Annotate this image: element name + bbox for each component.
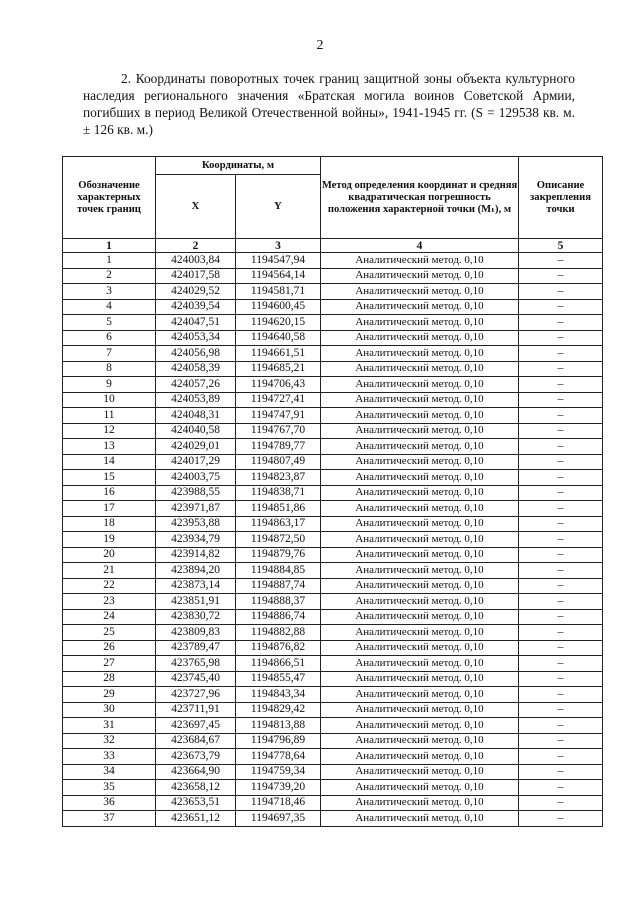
- cell-y-coordinate: 1194855,47: [236, 671, 321, 687]
- cell-x-coordinate: 423789,47: [156, 640, 236, 656]
- cell-y-coordinate: 1194838,71: [236, 485, 321, 501]
- cell-y-coordinate: 1194807,49: [236, 454, 321, 470]
- table-row: [63, 578, 603, 594]
- cell-x-coordinate: 423971,87: [156, 501, 236, 517]
- table-row: [63, 640, 603, 656]
- table-row: [63, 392, 603, 408]
- cell-fixing-description: –: [519, 811, 603, 827]
- table-row: [63, 594, 603, 610]
- cell-y-coordinate: 1194796,89: [236, 733, 321, 749]
- cell-fixing-description: –: [519, 253, 603, 269]
- cell-y-coordinate: 1194697,35: [236, 811, 321, 827]
- cell-fixing-description: –: [519, 330, 603, 346]
- cell-method: Аналитический метод. 0,10: [321, 671, 519, 687]
- header-coordinates: Координаты, м: [156, 157, 321, 175]
- cell-y-coordinate: 1194879,76: [236, 547, 321, 563]
- table-row: [63, 609, 603, 625]
- table-row: [63, 718, 603, 734]
- table-row: [63, 268, 603, 284]
- cell-x-coordinate: 423894,20: [156, 563, 236, 579]
- cell-fixing-description: –: [519, 656, 603, 672]
- cell-point-number: 11: [63, 408, 156, 424]
- column-number-row: [63, 239, 603, 253]
- cell-method: Аналитический метод. 0,10: [321, 780, 519, 796]
- table-row: [63, 485, 603, 501]
- table-row: [63, 702, 603, 718]
- table-row: [63, 780, 603, 796]
- cell-point-number: 22: [63, 578, 156, 594]
- cell-point-number: 2: [63, 268, 156, 284]
- cell-x-coordinate: 424053,89: [156, 392, 236, 408]
- cell-method: Аналитический метод. 0,10: [321, 594, 519, 610]
- page-number: 2: [316, 38, 324, 53]
- cell-x-coordinate: 423697,45: [156, 718, 236, 734]
- table-row: [63, 687, 603, 703]
- cell-point-number: 14: [63, 454, 156, 470]
- cell-point-number: 19: [63, 532, 156, 548]
- cell-x-coordinate: 423651,12: [156, 811, 236, 827]
- cell-y-coordinate: 1194813,88: [236, 718, 321, 734]
- cell-method: Аналитический метод. 0,10: [321, 423, 519, 439]
- header-y: Y: [236, 175, 321, 239]
- cell-fixing-description: –: [519, 501, 603, 517]
- cell-point-number: 17: [63, 501, 156, 517]
- table-row: [63, 361, 603, 377]
- cell-fixing-description: –: [519, 315, 603, 331]
- cell-x-coordinate: 423664,90: [156, 764, 236, 780]
- cell-fixing-description: –: [519, 795, 603, 811]
- cell-y-coordinate: 1194706,43: [236, 377, 321, 393]
- cell-fixing-description: –: [519, 671, 603, 687]
- cell-x-coordinate: 423873,14: [156, 578, 236, 594]
- cell-x-coordinate: 423914,82: [156, 547, 236, 563]
- cell-method: Аналитический метод. 0,10: [321, 516, 519, 532]
- cell-method: Аналитический метод. 0,10: [321, 764, 519, 780]
- cell-y-coordinate: 1194739,20: [236, 780, 321, 796]
- cell-point-number: 4: [63, 299, 156, 315]
- cell-point-number: 7: [63, 346, 156, 362]
- cell-y-coordinate: 1194888,37: [236, 594, 321, 610]
- cell-method: Аналитический метод. 0,10: [321, 532, 519, 548]
- cell-y-coordinate: 1194863,17: [236, 516, 321, 532]
- cell-fixing-description: –: [519, 609, 603, 625]
- cell-fixing-description: –: [519, 702, 603, 718]
- table-row: [63, 253, 603, 269]
- cell-x-coordinate: 424017,29: [156, 454, 236, 470]
- cell-x-coordinate: 424029,01: [156, 439, 236, 455]
- cell-y-coordinate: 1194778,64: [236, 749, 321, 765]
- column-number: 4: [321, 239, 519, 253]
- cell-x-coordinate: 423711,91: [156, 702, 236, 718]
- cell-fixing-description: –: [519, 516, 603, 532]
- cell-x-coordinate: 423953,88: [156, 516, 236, 532]
- cell-method: Аналитический метод. 0,10: [321, 361, 519, 377]
- cell-fixing-description: –: [519, 485, 603, 501]
- table-row: [63, 284, 603, 300]
- cell-point-number: 1: [63, 253, 156, 269]
- cell-x-coordinate: 424017,58: [156, 268, 236, 284]
- cell-fixing-description: –: [519, 578, 603, 594]
- cell-method: Аналитический метод. 0,10: [321, 299, 519, 315]
- table-row: [63, 408, 603, 424]
- cell-x-coordinate: 423727,96: [156, 687, 236, 703]
- cell-y-coordinate: 1194887,74: [236, 578, 321, 594]
- header-fixing: Описание закрепления точки: [519, 157, 603, 239]
- cell-method: Аналитический метод. 0,10: [321, 454, 519, 470]
- cell-y-coordinate: 1194767,70: [236, 423, 321, 439]
- cell-method: Аналитический метод. 0,10: [321, 640, 519, 656]
- cell-x-coordinate: 424058,39: [156, 361, 236, 377]
- cell-point-number: 27: [63, 656, 156, 672]
- table-row: [63, 749, 603, 765]
- document-heading: [83, 70, 575, 138]
- cell-method: Аналитический метод. 0,10: [321, 578, 519, 594]
- column-number: 5: [519, 239, 603, 253]
- cell-x-coordinate: 424047,51: [156, 315, 236, 331]
- cell-x-coordinate: 423658,12: [156, 780, 236, 796]
- cell-fixing-description: –: [519, 640, 603, 656]
- cell-x-coordinate: 423934,79: [156, 532, 236, 548]
- cell-method: Аналитический метод. 0,10: [321, 718, 519, 734]
- cell-method: Аналитический метод. 0,10: [321, 346, 519, 362]
- cell-x-coordinate: 424029,52: [156, 284, 236, 300]
- cell-point-number: 3: [63, 284, 156, 300]
- cell-y-coordinate: 1194661,51: [236, 346, 321, 362]
- cell-point-number: 26: [63, 640, 156, 656]
- cell-point-number: 9: [63, 377, 156, 393]
- cell-y-coordinate: 1194886,74: [236, 609, 321, 625]
- cell-point-number: 15: [63, 470, 156, 486]
- cell-y-coordinate: 1194789,77: [236, 439, 321, 455]
- cell-y-coordinate: 1194843,34: [236, 687, 321, 703]
- cell-x-coordinate: 424048,31: [156, 408, 236, 424]
- cell-x-coordinate: 423653,51: [156, 795, 236, 811]
- cell-fixing-description: –: [519, 780, 603, 796]
- cell-x-coordinate: 424003,84: [156, 253, 236, 269]
- cell-method: Аналитический метод. 0,10: [321, 470, 519, 486]
- cell-x-coordinate: 423684,67: [156, 733, 236, 749]
- cell-fixing-description: –: [519, 733, 603, 749]
- cell-method: Аналитический метод. 0,10: [321, 795, 519, 811]
- cell-y-coordinate: 1194718,46: [236, 795, 321, 811]
- heading-text: 2. Координаты поворотных точек границ защитной зоны объекта культурного наследия регионального значения «Братская могила воинов Советской Армии, погибших в период Великой Отечественной войны», 1941-1945 гг. (S = 129538 кв. м. ± 126 кв. м.): [83, 71, 575, 137]
- cell-point-number: 6: [63, 330, 156, 346]
- cell-y-coordinate: 1194581,71: [236, 284, 321, 300]
- cell-point-number: 21: [63, 563, 156, 579]
- cell-y-coordinate: 1194823,87: [236, 470, 321, 486]
- cell-fixing-description: –: [519, 361, 603, 377]
- cell-x-coordinate: 424039,54: [156, 299, 236, 315]
- cell-point-number: 24: [63, 609, 156, 625]
- cell-method: Аналитический метод. 0,10: [321, 687, 519, 703]
- cell-method: Аналитический метод. 0,10: [321, 330, 519, 346]
- table-row: [63, 563, 603, 579]
- cell-point-number: 37: [63, 811, 156, 827]
- cell-fixing-description: –: [519, 408, 603, 424]
- cell-x-coordinate: 423809,83: [156, 625, 236, 641]
- cell-method: Аналитический метод. 0,10: [321, 284, 519, 300]
- cell-point-number: 29: [63, 687, 156, 703]
- cell-fixing-description: –: [519, 563, 603, 579]
- cell-method: Аналитический метод. 0,10: [321, 656, 519, 672]
- cell-fixing-description: –: [519, 625, 603, 641]
- table-row: [63, 315, 603, 331]
- cell-x-coordinate: 424057,26: [156, 377, 236, 393]
- cell-point-number: 33: [63, 749, 156, 765]
- cell-y-coordinate: 1194727,41: [236, 392, 321, 408]
- table-row: [63, 501, 603, 517]
- cell-point-number: 36: [63, 795, 156, 811]
- cell-method: Аналитический метод. 0,10: [321, 811, 519, 827]
- cell-point-number: 32: [63, 733, 156, 749]
- cell-method: Аналитический метод. 0,10: [321, 625, 519, 641]
- cell-y-coordinate: 1194884,85: [236, 563, 321, 579]
- table-row: [63, 811, 603, 827]
- cell-method: Аналитический метод. 0,10: [321, 501, 519, 517]
- cell-fixing-description: –: [519, 749, 603, 765]
- cell-y-coordinate: 1194851,86: [236, 501, 321, 517]
- cell-method: Аналитический метод. 0,10: [321, 702, 519, 718]
- cell-method: Аналитический метод. 0,10: [321, 253, 519, 269]
- table-row: [63, 795, 603, 811]
- cell-method: Аналитический метод. 0,10: [321, 485, 519, 501]
- cell-y-coordinate: 1194882,88: [236, 625, 321, 641]
- cell-fixing-description: –: [519, 346, 603, 362]
- table-row: [63, 470, 603, 486]
- cell-point-number: 23: [63, 594, 156, 610]
- cell-method: Аналитический метод. 0,10: [321, 408, 519, 424]
- table-row: [63, 547, 603, 563]
- table-row: [63, 532, 603, 548]
- cell-point-number: 13: [63, 439, 156, 455]
- header-point: Обозначение характерных точек границ: [63, 157, 156, 239]
- cell-fixing-description: –: [519, 687, 603, 703]
- cell-x-coordinate: 424040,58: [156, 423, 236, 439]
- table-row: [63, 423, 603, 439]
- cell-point-number: 34: [63, 764, 156, 780]
- cell-y-coordinate: 1194600,45: [236, 299, 321, 315]
- cell-point-number: 12: [63, 423, 156, 439]
- cell-fixing-description: –: [519, 764, 603, 780]
- cell-x-coordinate: 423745,40: [156, 671, 236, 687]
- cell-method: Аналитический метод. 0,10: [321, 749, 519, 765]
- cell-y-coordinate: 1194640,58: [236, 330, 321, 346]
- column-number: 1: [63, 239, 156, 253]
- column-number: 3: [236, 239, 321, 253]
- cell-fixing-description: –: [519, 594, 603, 610]
- cell-point-number: 30: [63, 702, 156, 718]
- table-row: [63, 671, 603, 687]
- table-row: [63, 346, 603, 362]
- cell-method: Аналитический метод. 0,10: [321, 609, 519, 625]
- cell-method: Аналитический метод. 0,10: [321, 268, 519, 284]
- cell-fixing-description: –: [519, 423, 603, 439]
- cell-x-coordinate: 423851,91: [156, 594, 236, 610]
- cell-fixing-description: –: [519, 532, 603, 548]
- cell-fixing-description: –: [519, 718, 603, 734]
- cell-fixing-description: –: [519, 284, 603, 300]
- cell-point-number: 31: [63, 718, 156, 734]
- cell-point-number: 18: [63, 516, 156, 532]
- cell-y-coordinate: 1194620,15: [236, 315, 321, 331]
- cell-fixing-description: –: [519, 439, 603, 455]
- cell-x-coordinate: 424056,98: [156, 346, 236, 362]
- cell-method: Аналитический метод. 0,10: [321, 315, 519, 331]
- table-row: [63, 733, 603, 749]
- cell-y-coordinate: 1194872,50: [236, 532, 321, 548]
- cell-y-coordinate: 1194564,14: [236, 268, 321, 284]
- cell-fixing-description: –: [519, 454, 603, 470]
- header-x: X: [156, 175, 236, 239]
- cell-method: Аналитический метод. 0,10: [321, 563, 519, 579]
- cell-y-coordinate: 1194829,42: [236, 702, 321, 718]
- cell-fixing-description: –: [519, 377, 603, 393]
- cell-point-number: 8: [63, 361, 156, 377]
- cell-x-coordinate: 423830,72: [156, 609, 236, 625]
- cell-method: Аналитический метод. 0,10: [321, 392, 519, 408]
- table-row: [63, 454, 603, 470]
- header-method: Метод определения координат и средняя квадратическая погрешность положения характерной точки (Мₜ), м: [321, 157, 519, 239]
- table-row: [63, 764, 603, 780]
- cell-point-number: 20: [63, 547, 156, 563]
- cell-y-coordinate: 1194866,51: [236, 656, 321, 672]
- cell-point-number: 28: [63, 671, 156, 687]
- cell-fixing-description: –: [519, 299, 603, 315]
- cell-method: Аналитический метод. 0,10: [321, 733, 519, 749]
- cell-point-number: 10: [63, 392, 156, 408]
- cell-x-coordinate: 424003,75: [156, 470, 236, 486]
- cell-point-number: 5: [63, 315, 156, 331]
- cell-fixing-description: –: [519, 470, 603, 486]
- table-row: [63, 377, 603, 393]
- cell-point-number: 16: [63, 485, 156, 501]
- cell-y-coordinate: 1194876,82: [236, 640, 321, 656]
- cell-y-coordinate: 1194685,21: [236, 361, 321, 377]
- cell-fixing-description: –: [519, 268, 603, 284]
- table-body: [63, 253, 603, 827]
- cell-x-coordinate: 423988,55: [156, 485, 236, 501]
- cell-point-number: 35: [63, 780, 156, 796]
- coordinates-table: [62, 156, 603, 827]
- cell-point-number: 25: [63, 625, 156, 641]
- cell-y-coordinate: 1194547,94: [236, 253, 321, 269]
- cell-fixing-description: –: [519, 392, 603, 408]
- cell-method: Аналитический метод. 0,10: [321, 377, 519, 393]
- table-row: [63, 516, 603, 532]
- column-number: 2: [156, 239, 236, 253]
- cell-x-coordinate: 424053,34: [156, 330, 236, 346]
- cell-y-coordinate: 1194759,34: [236, 764, 321, 780]
- cell-y-coordinate: 1194747,91: [236, 408, 321, 424]
- cell-x-coordinate: 423673,79: [156, 749, 236, 765]
- cell-x-coordinate: 423765,98: [156, 656, 236, 672]
- cell-method: Аналитический метод. 0,10: [321, 547, 519, 563]
- table-row: [63, 330, 603, 346]
- cell-method: Аналитический метод. 0,10: [321, 439, 519, 455]
- table-row: [63, 439, 603, 455]
- table-row: [63, 656, 603, 672]
- table-row: [63, 625, 603, 641]
- cell-fixing-description: –: [519, 547, 603, 563]
- table-row: [63, 299, 603, 315]
